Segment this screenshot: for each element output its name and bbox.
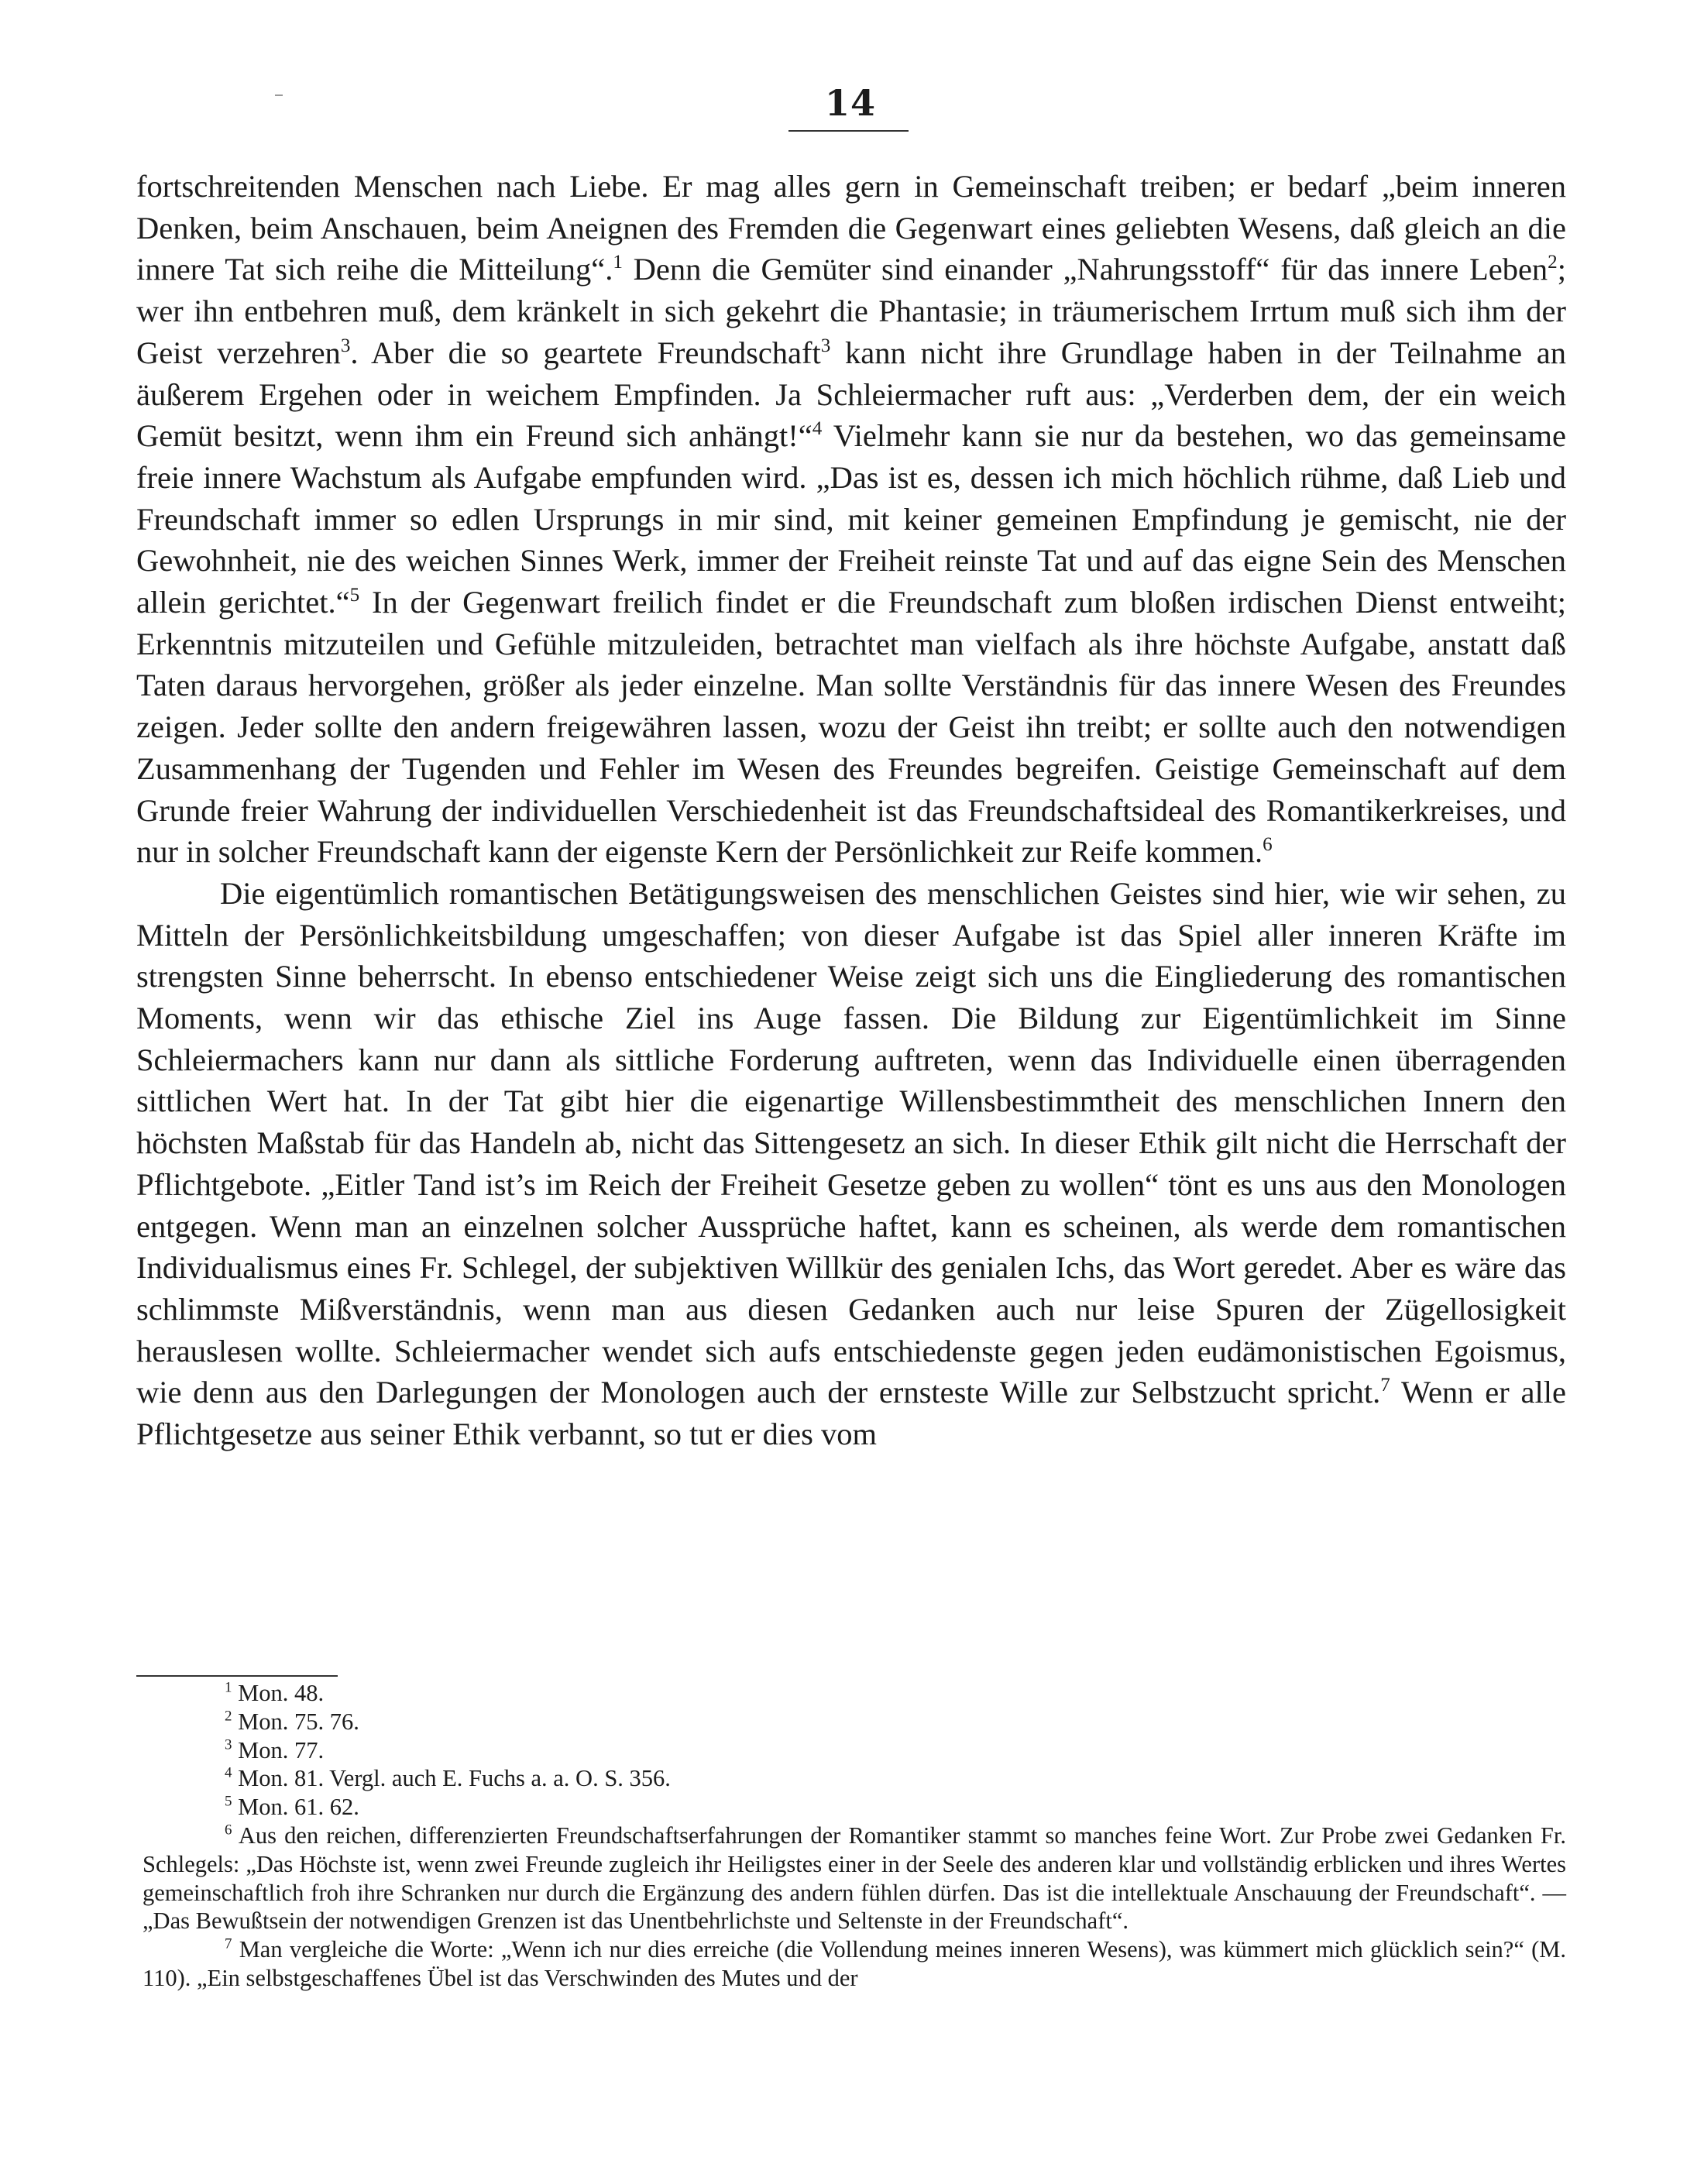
footnote-6: [143, 1822, 1566, 1935]
footnote-3: [143, 1736, 1566, 1765]
footnote-ref[interactable]: 4: [812, 418, 823, 440]
paragraph-text: kann nicht ihre Grundlage haben in der Teilnahme an äußerem Ergehen oder in weichem Empfinden. Ja Schleiermacher ruft aus: „Verderben dem, der ein weich Gemüt besitzt, wenn ihm ein Freund sich anhängt!“: [136, 335, 1566, 454]
footnote-text: Mon. 75. 76.: [238, 1708, 359, 1735]
footnote-text: Aus den reichen, differenzierten Freundschaftserfahrungen der Romantiker stammt so manches feine Wort. Zur Probe zwei Gedanken Fr. Schlegels: „Das Höchste ist, wenn zwei Freunde zugleich ihr Heiligstes einer in der Seele des anderen klar und vollständig erblicken und ihres Wertes gemeinschaftlich froh ihre Schranken nur durch die Ergänzung des andern fühlen dürfen. Das ist die intellektuale Anschauung der Freundschaft“. — „Das Bewußtsein der notwendigen Grenzen ist das Unentbehrlichste und Seltenste in der Freundschaft“.: [143, 1822, 1566, 1935]
footnotes: [143, 1679, 1566, 1993]
paragraph-text: In der Gegenwart freilich findet er die Freundschaft zum bloßen irdischen Dienst entweiht; Erkenntnis mitzuteilen und Gefühle mitzuleiden, betrachtet man vielfach als ihre höchste Aufgabe, anstatt daß Taten daraus hervorgehen, größer als jeder einzelne. Man sollte Verständnis für das innere Wesen des Freundes zeigen. Jeder sollte den andern freigewähren lassen, wozu der Geist ihn treibt; er sollte auch den notwendigen Zusammenhang der Tugenden und Fehler im Wesen des Freundes begreifen. Geistige Gemeinschaft auf dem Grunde freier Wahrung der individuellen Verschiedenheit ist das Freundschaftsideal des Romantikerkreises, und nur in solcher Freundschaft kann der eigenste Kern der Persönlichkeit zur Reife kommen.: [136, 585, 1567, 870]
paragraph-text: ; wer ihn entbehren muß, dem kränkelt in sich gekehrt die Phantasie; in träumerischem Irrtum muß sich ihm der Geist verzehren: [136, 252, 1566, 370]
footnote-ref[interactable]: 2: [1548, 252, 1558, 273]
paragraph-1: [136, 166, 1566, 873]
footnote-number: 7: [225, 1935, 232, 1952]
footnote-ref[interactable]: 7: [1380, 1375, 1390, 1396]
print-speck: [275, 94, 283, 96]
paragraph-text: . Aber die so geartete Freundschaft: [350, 335, 821, 370]
body-text: [136, 166, 1566, 1455]
paragraph-text: Wenn er alle Pflichtgesetze aus seiner Ethik verbannt, so tut er dies vom: [136, 1375, 1566, 1452]
footnote-text: Mon. 61. 62.: [238, 1794, 359, 1821]
footnote-text: Mon. 48.: [238, 1680, 325, 1706]
footnote-rule: [136, 1675, 338, 1677]
footnote-number: 2: [225, 1708, 232, 1725]
paragraph-text: fortschreitenden Menschen nach Liebe. Er mag alles gern in Gemeinschaft treiben; er bedarf „beim inneren Denken, beim Anschauen, beim Aneignen des Fremden die Gegenwart eines geliebten Wesens, daß gleich an die innere Tat sich reihe die Mitteilung“.: [136, 169, 1566, 287]
paragraph-text: Denn die Gemüter sind einander „Nahrungsstoff“ für das innere Leben: [622, 252, 1548, 287]
footnote-1: [143, 1679, 1566, 1708]
footnote-number: 4: [225, 1765, 232, 1782]
paragraph-text: Vielmehr kann sie nur da bestehen, wo das gemeinsame freie innere Wachstum als Aufgabe empfunden wird. „Das ist es, dessen ich mich höchlich rühme, daß Lieb und Freundschaft immer so edlen Ursprungs in mir sind, mit keiner gemeinen Empfindung je gemischt, nie der Gewohnheit, nie des weichen Sinnes Werk, immer der Freiheit reinste Tat und auf das eigne Sein des Menschen allein gerichtet.“: [136, 418, 1567, 620]
page-number-rule: [788, 130, 909, 132]
paragraph-2: [136, 873, 1566, 1455]
footnote-ref[interactable]: 3: [340, 335, 351, 356]
footnote-number: 1: [225, 1679, 232, 1696]
footnote-4: [143, 1764, 1566, 1793]
paragraph-text: Die eigentümlich romantischen Betätigungsweisen des menschlichen Geistes sind hier, wie wir sehen, zu Mitteln der Persönlichkeitsbildung umgeschaffen; von dieser Aufgabe ist das Spiel aller inneren Kräfte im strengsten Sinne beherrscht. In ebenso entschiedener Weise zeigt sich uns die Eingliederung des romantischen Moments, wenn wir das ethische Ziel ins Auge fassen. Die Bildung zur Eigentümlichkeit im Sinne Schleiermachers kann nur dann als sittliche Forderung auftreten, wenn das Individuelle einen überragenden sittlichen Wert hat. In der Tat gibt hier die eigenartige Willensbestimmtheit des menschlichen Innern den höchsten Maßstab für das Handeln ab, nicht das Sittengesetz an sich. In dieser Ethik gilt nicht die Herrschaft der Pflichtgebote. „Eitler Tand ist’s im Reich der Freiheit Gesetze geben zu wollen“ tönt es uns aus den Monologen entgegen. Wenn man an einzelnen solcher Aussprüche haftet, kann es scheinen, als werde dem romantischen Individualismus eines Fr. Schlegel, der subjektiven Willkür des genialen Ichs, das Wort geredet. Aber es wäre das schlimmste Mißverständnis, wenn man aus diesen Gedanken auch nur leise Spuren der Zügellosigkeit herauslesen wollte. Schleiermacher wendet sich aufs entschiedenste gegen jeden eudämonistischen Egoismus, wie denn aus den Darlegungen der Monologen auch der ernsteste Wille zur Selbstzucht spricht.: [136, 875, 1566, 1410]
footnote-text: Mon. 77.: [238, 1736, 325, 1763]
footnote-text: Man vergleiche die Worte: „Wenn ich nur dies erreiche (die Vollendung meines inneren Wesens), was kümmert mich glücklich sein?“ (M. 110). „Ein selbstgeschaffenes Übel ist das Verschwinden des Mutes und der: [143, 1936, 1567, 1991]
footnote-ref[interactable]: 5: [349, 584, 360, 606]
footnote-7: [143, 1935, 1566, 1993]
footnote-text: Mon. 81. Vergl. auch E. Fuchs a. a. O. S. 356.: [238, 1765, 671, 1792]
footnote-ref[interactable]: 3: [820, 335, 831, 356]
footnote-ref[interactable]: 6: [1263, 834, 1273, 856]
footnote-number: 6: [225, 1822, 232, 1839]
footnote-ref[interactable]: 1: [613, 252, 623, 273]
footnote-2: [143, 1708, 1566, 1736]
page-number: 14: [824, 82, 876, 124]
footnote-number: 5: [225, 1793, 232, 1810]
footnote-number: 3: [225, 1736, 232, 1753]
footnote-5: [143, 1793, 1566, 1822]
